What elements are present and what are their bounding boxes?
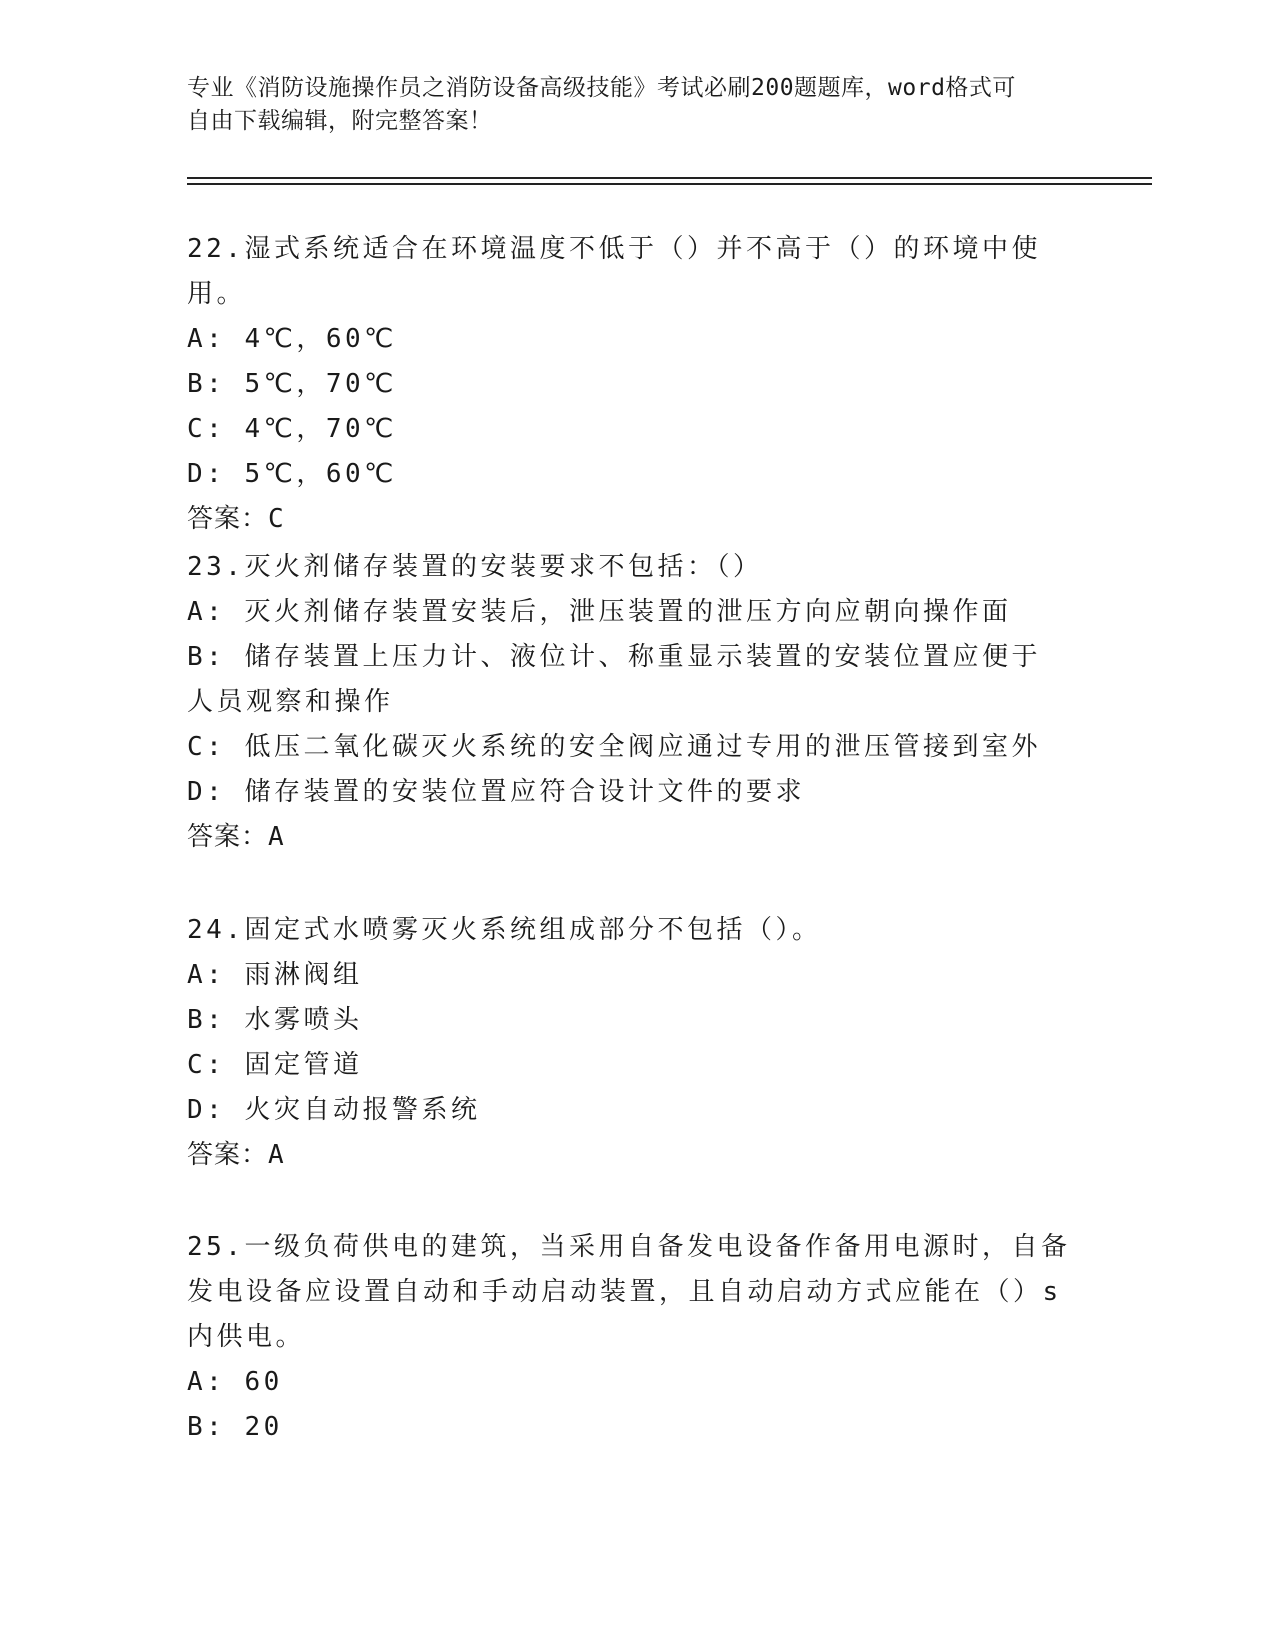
question-25 [187, 1225, 1087, 1450]
option-d: D: 储存装置的安装位置应符合设计文件的要求 [187, 777, 805, 807]
answer: 答案：A [187, 1140, 285, 1170]
question-stem: 25.一级负荷供电的建筑，当采用自备发电设备作备用电源时，自备发电设备应设置自动和手动启动装置，且自动启动方式应能在（）s内供电。 [187, 1232, 1071, 1352]
header-line-1: 专业《消防设施操作员之消防设备高级技能》考试必刷200题题库，word格式可 [187, 75, 1016, 101]
option-d: D: 火灾自动报警系统 [187, 1095, 481, 1125]
option-b: B: 20 [187, 1412, 283, 1442]
question-22 [187, 227, 1087, 542]
question-stem: 22.湿式系统适合在环境温度不低于（）并不高于（）的环境中使用。 [187, 234, 1041, 309]
option-c: C: 4℃，70℃ [187, 414, 397, 444]
option-b: B: 5℃，70℃ [187, 369, 397, 399]
option-a: A: 雨淋阀组 [187, 960, 363, 990]
option-c: C: 固定管道 [187, 1050, 363, 1080]
question-23 [187, 545, 1087, 860]
option-a: A: 灭火剂储存装置安装后，泄压装置的泄压方向应朝向操作面 [187, 597, 1012, 627]
header-rule-bottom [187, 183, 1152, 185]
option-b: B: 水雾喷头 [187, 1005, 363, 1035]
option-a: A: 4℃，60℃ [187, 324, 397, 354]
option-d: D: 5℃，60℃ [187, 459, 397, 489]
option-c: C: 低压二氧化碳灭火系统的安全阀应通过专用的泄压管接到室外 [187, 732, 1041, 762]
question-24 [187, 908, 1087, 1178]
option-a: A: 60 [187, 1367, 283, 1397]
question-stem: 24.固定式水喷雾灭火系统组成部分不包括（）。 [187, 915, 822, 945]
answer: 答案：C [187, 504, 285, 534]
option-b: B: 储存装置上压力计、液位计、称重显示装置的安装位置应便于人员观察和操作 [187, 642, 1041, 717]
document-header [187, 72, 1067, 138]
header-line-2: 自由下载编辑，附完整答案！ [187, 108, 493, 134]
question-stem: 23.灭火剂储存装置的安装要求不包括：（） [187, 552, 763, 582]
header-rule-top [187, 177, 1152, 179]
answer: 答案：A [187, 822, 285, 852]
